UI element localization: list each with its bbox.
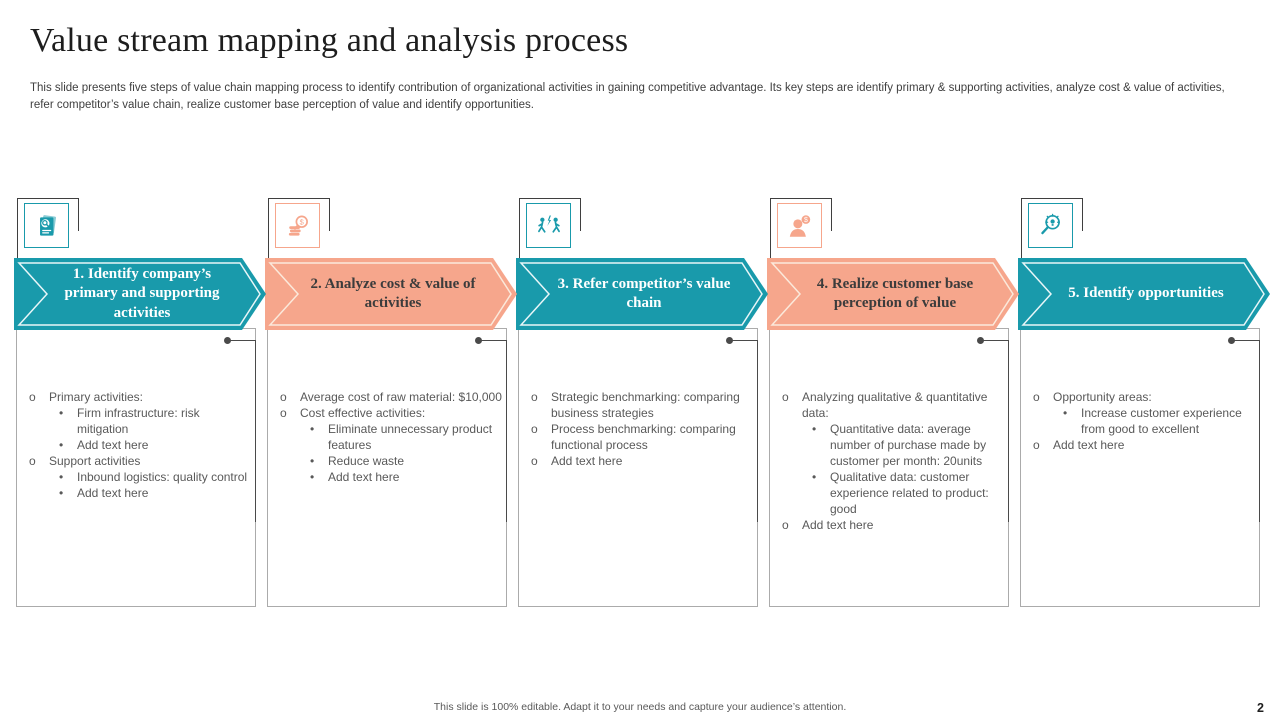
bullet-item	[268, 405, 502, 421]
bullet-list	[519, 389, 753, 469]
step-arrow-1	[14, 258, 266, 330]
connector-elbow	[983, 340, 1009, 341]
connector-elbow	[732, 340, 758, 341]
bullet-text: Add text here	[77, 486, 149, 500]
bullet-list	[1021, 389, 1255, 453]
bullet-marker: •	[59, 470, 64, 484]
bullet-marker: •	[1063, 406, 1068, 420]
bullet-item	[17, 469, 251, 485]
bullet-item	[1021, 405, 1255, 437]
bullet-marker: o	[531, 390, 538, 404]
connector-elbow-vertical	[255, 340, 256, 522]
bullet-text: Analyzing qualitative & quantitative data:	[802, 390, 988, 420]
bullet-text: Add text here	[802, 518, 874, 532]
step-label: 2. Analyze cost & value of activities	[310, 275, 476, 311]
bullet-marker: o	[1033, 438, 1040, 452]
bullet-text: Cost effective activities:	[300, 406, 426, 420]
bullet-marker: o	[531, 422, 538, 436]
bullet-text: Qualitative data: customer experience related to product: good	[830, 470, 989, 516]
bullet-text: Strategic benchmarking: comparing business strategies	[551, 390, 740, 420]
bullet-item	[770, 517, 1004, 533]
bullet-marker: •	[59, 486, 64, 500]
step-arrow-5	[1018, 258, 1270, 330]
step-details-box	[518, 328, 758, 607]
bullet-list	[268, 389, 502, 485]
step-column-1	[16, 196, 256, 616]
connector-elbow-vertical	[1259, 340, 1260, 522]
bullet-item	[519, 453, 753, 469]
bullet-text: Average cost of raw material: $10,000	[300, 390, 502, 404]
bullet-marker: o	[29, 454, 36, 468]
step-label: 1. Identify company’s primary and supporting activities	[64, 265, 220, 321]
step-label: 4. Realize customer base perception of value	[816, 275, 974, 311]
bullet-text: Support activities	[49, 454, 141, 468]
bullet-item	[268, 421, 502, 453]
connector-elbow-vertical	[757, 340, 758, 522]
competitors-icon	[526, 203, 571, 248]
bullet-item	[17, 405, 251, 437]
bullet-marker: o	[782, 518, 789, 532]
connector-elbow-vertical	[1008, 340, 1009, 522]
bullet-text: Primary activities:	[49, 390, 144, 404]
bullet-marker: o	[531, 454, 538, 468]
step-column-3	[518, 196, 758, 616]
bullet-item	[268, 453, 502, 469]
bullet-text: Quantitative data: average number of purchase made by customer per month: 20units	[830, 422, 987, 468]
bullet-list	[17, 389, 251, 501]
bullet-item	[17, 453, 251, 469]
slide-footer-note: This slide is 100% editable. Adapt it to your needs and capture your audience’s attention.	[433, 701, 847, 713]
bullet-text: Firm infrastructure: risk mitigation	[77, 406, 200, 436]
bullet-item	[17, 389, 251, 405]
cost-analysis-icon	[275, 203, 320, 248]
svg-text:$: $	[299, 216, 304, 226]
slide-subtitle: This slide presents five steps of value chain mapping process to identify contribution of organizational activities in gaining competitive advantage. Its key steps are identify primary & supporting activities, analyze cost & value of activities, refer competitor’s value chain, realize customer base perception of value and identify opportunities.	[30, 82, 1225, 112]
bullet-text: Inbound logistics: quality control	[77, 470, 248, 484]
bullet-marker: o	[280, 390, 287, 404]
customer-value-icon	[777, 203, 822, 248]
bullet-text: Add text here	[77, 438, 149, 452]
bullet-marker: •	[310, 422, 315, 436]
step-arrow-2	[265, 258, 517, 330]
bullet-marker: o	[1033, 390, 1040, 404]
bullet-marker: o	[782, 390, 789, 404]
bullet-marker: •	[310, 470, 315, 484]
bullet-marker: o	[280, 406, 287, 420]
step-column-4	[769, 196, 1009, 616]
bullet-item	[268, 469, 502, 485]
step-details-box	[1020, 328, 1260, 607]
bullet-marker: •	[310, 454, 315, 468]
connector-elbow	[481, 340, 507, 341]
bullet-item	[17, 485, 251, 501]
step-details-box	[267, 328, 507, 607]
slide-title: Value stream mapping and analysis process	[30, 22, 629, 59]
step-details-box	[769, 328, 1009, 607]
bullet-marker: o	[29, 390, 36, 404]
bullet-item	[770, 421, 1004, 469]
bullet-item	[268, 389, 502, 405]
document-search-icon	[24, 203, 69, 248]
bullet-text: Opportunity areas:	[1053, 390, 1152, 404]
bullet-text: Eliminate unnecessary product features	[328, 422, 493, 452]
step-details-box	[16, 328, 256, 607]
opportunity-search-icon	[1028, 203, 1073, 248]
step-arrow-3	[516, 258, 768, 330]
page-number: 2	[1257, 701, 1264, 715]
connector-elbow	[1234, 340, 1260, 341]
bullet-marker: •	[59, 438, 64, 452]
bullet-text: Reduce waste	[328, 454, 405, 468]
bullet-marker: •	[812, 470, 817, 484]
svg-text:$: $	[803, 216, 808, 224]
bullet-item	[519, 421, 753, 453]
bullet-item	[1021, 437, 1255, 453]
bullet-text: Process benchmarking: comparing functional process	[551, 422, 736, 452]
bullet-text: Add text here	[328, 470, 400, 484]
step-label: 5. Identify opportunities	[1068, 285, 1224, 302]
step-column-2	[267, 196, 507, 616]
bullet-item	[770, 389, 1004, 421]
step-arrow-4	[767, 258, 1019, 330]
bullet-marker: •	[812, 422, 817, 436]
bullet-text: Add text here	[1053, 438, 1125, 452]
bullet-item	[1021, 389, 1255, 405]
bullet-item	[770, 469, 1004, 517]
connector-elbow-vertical	[506, 340, 507, 522]
bullet-list	[770, 389, 1004, 533]
step-label: 3. Refer competitor’s value chain	[557, 275, 731, 311]
bullet-marker: •	[59, 406, 64, 420]
bullet-item	[17, 437, 251, 453]
step-column-5	[1020, 196, 1260, 616]
bullet-item	[519, 389, 753, 421]
bullet-text: Increase customer experience from good to excellent	[1081, 406, 1242, 436]
bullet-text: Add text here	[551, 454, 623, 468]
connector-elbow	[230, 340, 256, 341]
